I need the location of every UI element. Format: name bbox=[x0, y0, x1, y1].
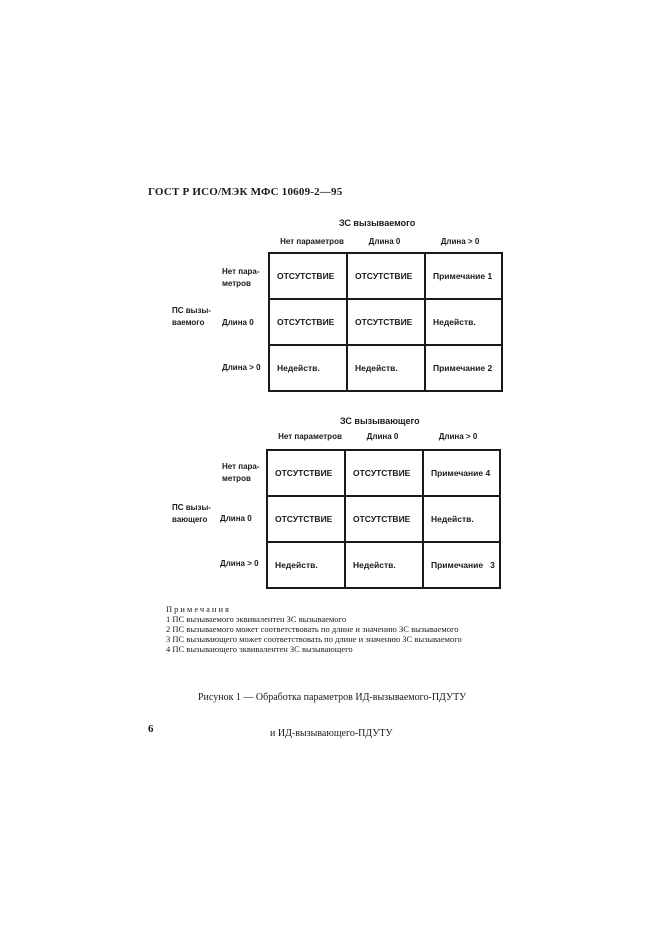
row-group-label-line: ПС вызы- bbox=[172, 306, 211, 315]
row-header-line: Нет пара- bbox=[222, 267, 260, 276]
table-row bbox=[267, 450, 500, 496]
document-header: ГОСТ Р ИСО/МЭК МФС 10609-2—95 bbox=[148, 186, 343, 198]
table-cell: Примечание 2 bbox=[425, 345, 502, 391]
column-header: Длина > 0 bbox=[438, 432, 478, 441]
table-cell: Недейств. bbox=[267, 542, 345, 588]
page-number: 6 bbox=[148, 723, 154, 735]
row-header: Длина > 0 bbox=[222, 363, 261, 372]
table-row bbox=[267, 496, 500, 542]
matrix-table bbox=[268, 252, 503, 392]
table-cell: Примечание 4 bbox=[423, 450, 500, 496]
note-item: 4 ПС вызывающего эквивалентен ЗС вызывающего bbox=[166, 644, 353, 654]
note-item: 2 ПС вызываемого может соответствовать по длине и значению ЗС вызываемого bbox=[166, 624, 459, 634]
column-header: Нет параметров bbox=[280, 237, 344, 246]
figure-title: ЗС вызывающего bbox=[340, 416, 420, 426]
notes-block bbox=[166, 604, 462, 654]
figure-caption bbox=[198, 668, 466, 752]
column-header: Длина 0 bbox=[368, 237, 401, 246]
table-row bbox=[269, 299, 502, 345]
column-header: Длина > 0 bbox=[440, 237, 480, 246]
row-group-label bbox=[172, 502, 211, 526]
row-group-label bbox=[172, 305, 211, 329]
table-cell: Недейств. bbox=[423, 496, 500, 542]
table-row bbox=[269, 253, 502, 299]
matrix-table bbox=[266, 449, 501, 589]
row-header-line: метров bbox=[222, 279, 251, 288]
table-cell: Недейств. bbox=[425, 299, 502, 345]
notes-title: Примечания bbox=[166, 604, 231, 614]
table-cell: Недейств. bbox=[269, 345, 347, 391]
table-cell: ОТСУТСТВИЕ bbox=[269, 253, 347, 299]
table-row bbox=[269, 345, 502, 391]
table-cell: ОТСУТСТВИЕ bbox=[347, 253, 425, 299]
table-cell: Примечание 3 bbox=[423, 542, 500, 588]
row-group-label-line: вающего bbox=[172, 515, 208, 524]
table-cell: ОТСУТСТВИЕ bbox=[345, 450, 423, 496]
note-item: 3 ПС вызывающего может соответствовать по длине и значению ЗС вызываемого bbox=[166, 634, 462, 644]
table-cell: ОТСУТСТВИЕ bbox=[345, 496, 423, 542]
table-cell: ОТСУТСТВИЕ bbox=[347, 299, 425, 345]
caption-line: и ИД-вызывающего-ПДУТУ bbox=[270, 728, 393, 739]
table-row bbox=[267, 542, 500, 588]
table-cell: ОТСУТСТВИЕ bbox=[269, 299, 347, 345]
row-header-line: Нет пара- bbox=[222, 462, 260, 471]
table-cell: Недейств. bbox=[345, 542, 423, 588]
row-header: Длина > 0 bbox=[220, 559, 259, 568]
figure-title: ЗС вызываемого bbox=[339, 218, 416, 228]
caption-line: Рисунок 1 — Обработка параметров ИД-вызываемого-ПДУТУ bbox=[198, 692, 467, 703]
row-group-label-line: ПС вызы- bbox=[172, 503, 211, 512]
row-header bbox=[222, 461, 260, 485]
table-cell: Недейств. bbox=[347, 345, 425, 391]
row-header bbox=[222, 266, 260, 290]
row-header: Длина 0 bbox=[222, 318, 254, 327]
note-item: 1 ПС вызываемого эквивалентен ЗС вызываемого bbox=[166, 614, 347, 624]
row-group-label-line: ваемого bbox=[172, 318, 205, 327]
row-header-line: метров bbox=[222, 474, 251, 483]
column-header: Длина 0 bbox=[366, 432, 399, 441]
row-header: Длина 0 bbox=[220, 514, 252, 523]
table-cell: ОТСУТСТВИЕ bbox=[267, 496, 345, 542]
table-cell: Примечание 1 bbox=[425, 253, 502, 299]
table-cell: ОТСУТСТВИЕ bbox=[267, 450, 345, 496]
column-header: Нет параметров bbox=[278, 432, 342, 441]
